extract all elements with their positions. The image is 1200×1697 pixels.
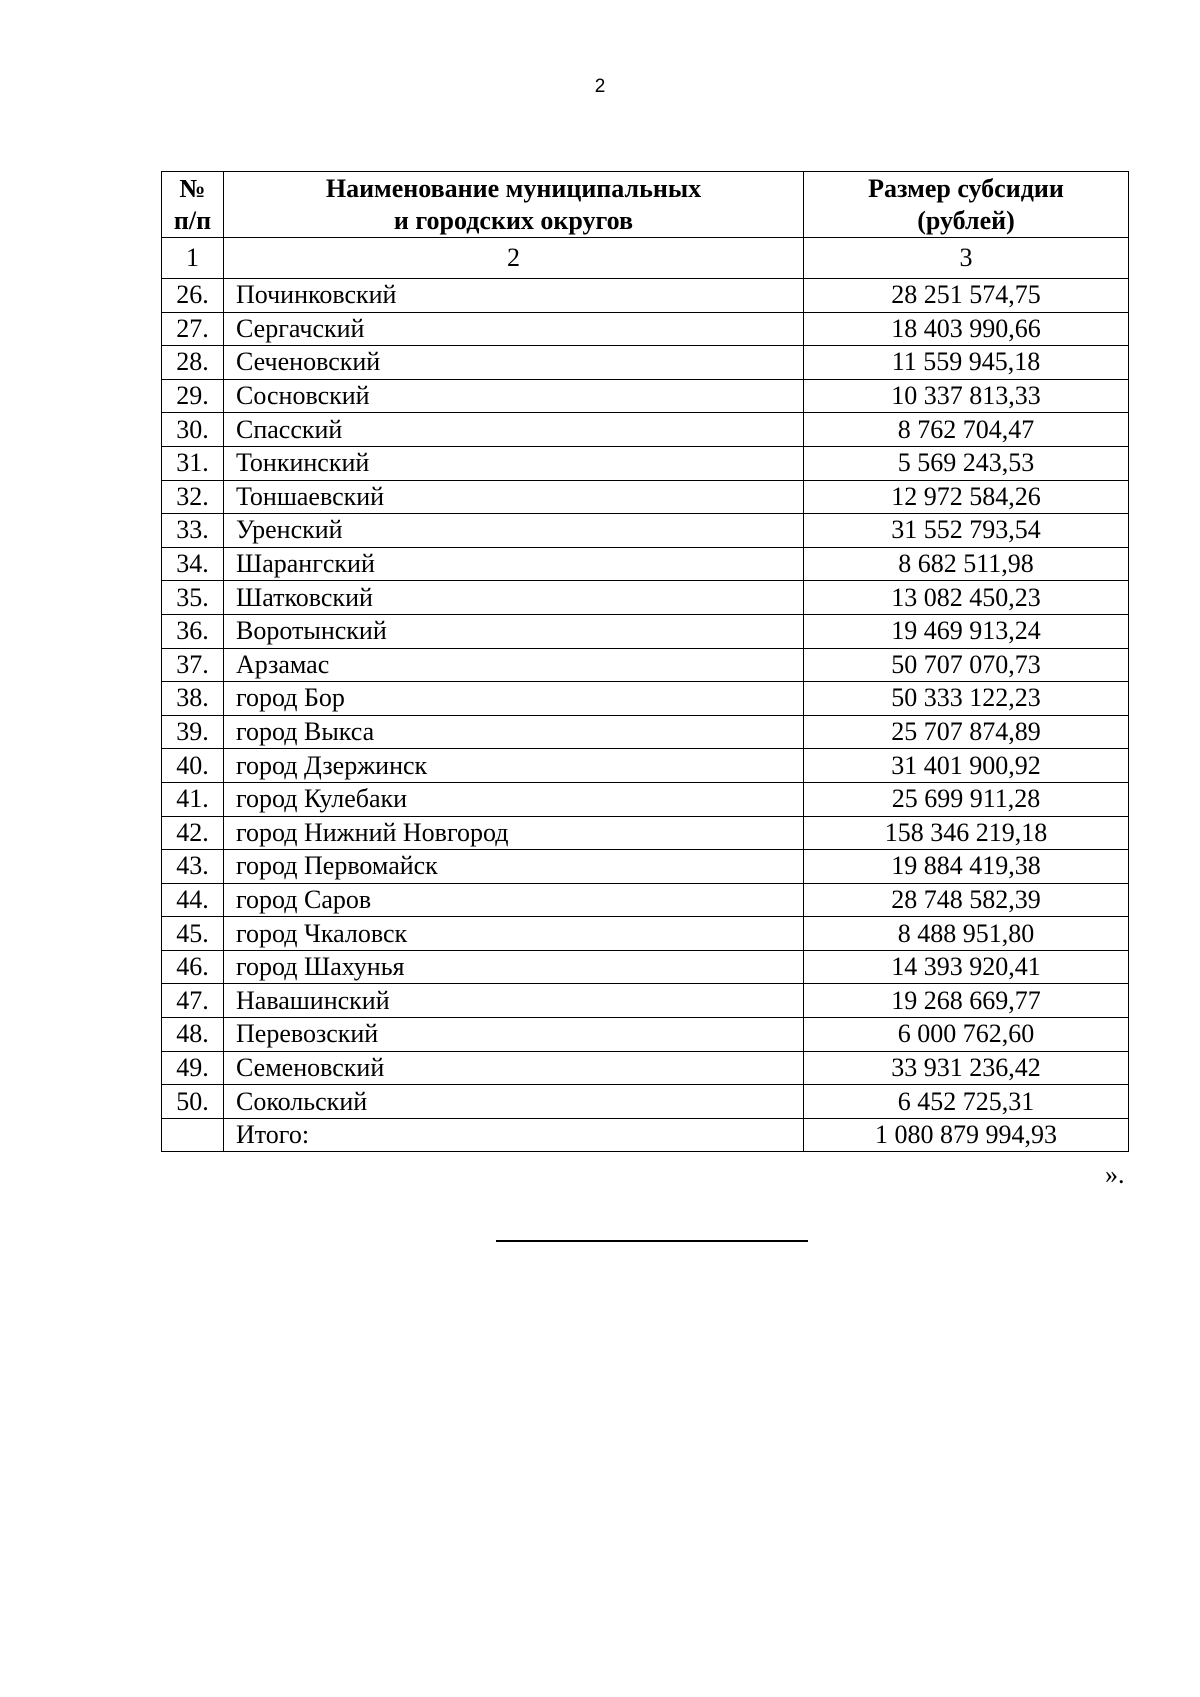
column-number: 3 (804, 238, 1129, 279)
municipality-name: город Саров (224, 883, 804, 917)
subsidy-amount: 19 268 669,77 (804, 984, 1129, 1018)
header-amount-line1: Размер субсидии (868, 173, 1064, 203)
municipality-name: Починковский (224, 279, 804, 313)
row-number: 48. (162, 1018, 224, 1052)
municipality-name: город Выкса (224, 715, 804, 749)
page-number: 2 (594, 76, 606, 97)
separator-line (496, 1240, 808, 1242)
table-row (162, 446, 1129, 480)
row-number: 42. (162, 816, 224, 850)
table-row (162, 312, 1129, 346)
row-number: 33. (162, 514, 224, 548)
row-number: 28. (162, 346, 224, 380)
table-row (162, 648, 1129, 682)
total-row (162, 1118, 1129, 1152)
table-row (162, 614, 1129, 648)
row-number: 40. (162, 749, 224, 783)
subsidy-amount: 13 082 450,23 (804, 581, 1129, 615)
table-row (162, 749, 1129, 783)
column-number-row (162, 238, 1129, 279)
subsidy-amount: 12 972 584,26 (804, 480, 1129, 514)
municipality-name: Шатковский (224, 581, 804, 615)
table-row (162, 682, 1129, 716)
subsidy-amount: 8 762 704,47 (804, 413, 1129, 447)
table-row (162, 1051, 1129, 1085)
row-number: 34. (162, 547, 224, 581)
row-number: 39. (162, 715, 224, 749)
subsidy-amount: 19 884 419,38 (804, 850, 1129, 884)
municipality-name: Воротынский (224, 614, 804, 648)
municipality-name: Семеновский (224, 1051, 804, 1085)
subsidy-table (161, 171, 1129, 1152)
municipality-name: Арзамас (224, 648, 804, 682)
row-number: 37. (162, 648, 224, 682)
table-row (162, 917, 1129, 951)
header-name-line1: Наименование муниципальных (325, 173, 702, 203)
municipality-name: город Кулебаки (224, 782, 804, 816)
table-row (162, 1085, 1129, 1119)
table-row (162, 379, 1129, 413)
subsidy-amount: 50 333 122,23 (804, 682, 1129, 716)
table-row (162, 715, 1129, 749)
municipality-name: Сеченовский (224, 346, 804, 380)
subsidy-amount: 19 469 913,24 (804, 614, 1129, 648)
municipality-name: город Бор (224, 682, 804, 716)
header-num-line1: № (179, 173, 206, 203)
table-row (162, 1018, 1129, 1052)
header-name-line2: и городских округов (393, 205, 634, 235)
table-row (162, 950, 1129, 984)
header-amount-line2: (рублей) (917, 205, 1015, 235)
header-row (162, 172, 1129, 238)
row-number: 32. (162, 480, 224, 514)
table-row (162, 547, 1129, 581)
table-row (162, 279, 1129, 313)
row-number: 38. (162, 682, 224, 716)
row-number: 30. (162, 413, 224, 447)
row-number: 45. (162, 917, 224, 951)
row-number (162, 1118, 224, 1152)
table-row (162, 581, 1129, 615)
header-amount (804, 172, 1129, 238)
municipality-name: Сокольский (224, 1085, 804, 1119)
subsidy-amount: 50 707 070,73 (804, 648, 1129, 682)
subsidy-amount: 11 559 945,18 (804, 346, 1129, 380)
municipality-name: город Шахунья (224, 950, 804, 984)
municipality-name: Спасский (224, 413, 804, 447)
municipality-name: город Дзержинск (224, 749, 804, 783)
subsidy-amount: 5 569 243,53 (804, 446, 1129, 480)
row-number: 50. (162, 1085, 224, 1119)
row-number: 29. (162, 379, 224, 413)
subsidy-amount: 6 000 762,60 (804, 1018, 1129, 1052)
subsidy-amount: 31 552 793,54 (804, 514, 1129, 548)
table-row (162, 883, 1129, 917)
header-name (224, 172, 804, 238)
table-row (162, 782, 1129, 816)
municipality-name: город Первомайск (224, 850, 804, 884)
table-row (162, 816, 1129, 850)
row-number: 36. (162, 614, 224, 648)
row-number: 46. (162, 950, 224, 984)
row-number: 43. (162, 850, 224, 884)
subsidy-amount: 25 707 874,89 (804, 715, 1129, 749)
subsidy-amount: 18 403 990,66 (804, 312, 1129, 346)
closing-quote: ». (1105, 1160, 1125, 1189)
table-row (162, 850, 1129, 884)
subsidy-amount: 158 346 219,18 (804, 816, 1129, 850)
row-number: 27. (162, 312, 224, 346)
subsidy-amount: 14 393 920,41 (804, 950, 1129, 984)
column-number: 1 (162, 238, 224, 279)
subsidy-amount: 28 251 574,75 (804, 279, 1129, 313)
table-body (162, 279, 1129, 1152)
table-row (162, 984, 1129, 1018)
table-row (162, 480, 1129, 514)
municipality-name: город Нижний Новгород (224, 816, 804, 850)
row-number: 49. (162, 1051, 224, 1085)
row-number: 41. (162, 782, 224, 816)
subsidy-amount: 25 699 911,28 (804, 782, 1129, 816)
municipality-name: Тонкинский (224, 446, 804, 480)
municipality-name: Итого: (224, 1118, 804, 1152)
subsidy-amount: 8 488 951,80 (804, 917, 1129, 951)
subsidy-amount: 1 080 879 994,93 (804, 1118, 1129, 1152)
table-row (162, 413, 1129, 447)
municipality-name: город Чкаловск (224, 917, 804, 951)
subsidy-amount: 6 452 725,31 (804, 1085, 1129, 1119)
table-row (162, 346, 1129, 380)
municipality-name: Уренский (224, 514, 804, 548)
column-number: 2 (224, 238, 804, 279)
municipality-name: Шарангский (224, 547, 804, 581)
subsidy-amount: 28 748 582,39 (804, 883, 1129, 917)
subsidy-amount: 8 682 511,98 (804, 547, 1129, 581)
municipality-name: Навашинский (224, 984, 804, 1018)
municipality-name: Сергачский (224, 312, 804, 346)
row-number: 31. (162, 446, 224, 480)
municipality-name: Перевозский (224, 1018, 804, 1052)
row-number: 44. (162, 883, 224, 917)
header-num-line2: п/п (173, 205, 212, 235)
subsidy-amount: 10 337 813,33 (804, 379, 1129, 413)
subsidy-amount: 31 401 900,92 (804, 749, 1129, 783)
table-row (162, 514, 1129, 548)
subsidy-amount: 33 931 236,42 (804, 1051, 1129, 1085)
municipality-name: Тоншаевский (224, 480, 804, 514)
row-number: 35. (162, 581, 224, 615)
row-number: 26. (162, 279, 224, 313)
header-num (162, 172, 224, 238)
municipality-name: Сосновский (224, 379, 804, 413)
row-number: 47. (162, 984, 224, 1018)
table-header (162, 172, 1129, 279)
